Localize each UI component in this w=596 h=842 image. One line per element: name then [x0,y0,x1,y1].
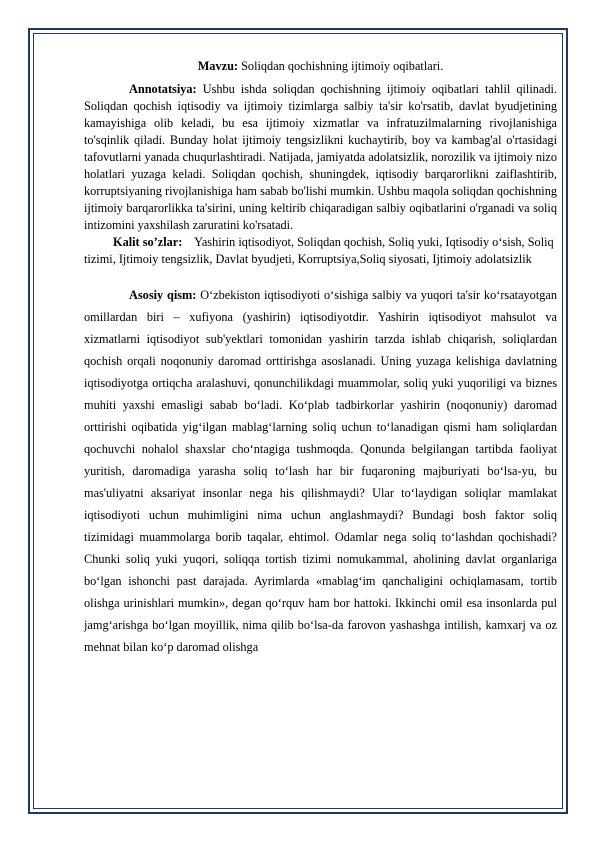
main-paragraph [84,284,557,658]
main-label: Asosiy qism: [129,288,197,302]
keywords-paragraph [84,234,557,268]
title-text: Soliqdan qochishning ijtimoiy oqibatlari. [241,59,444,73]
keywords-text: Yashirin iqtisodiyot, Soliqdan qochish, Soliq yuki, Iqtisodiy o‘sish, Soliq tizimi, Ijtimoiy tengsizlik, Davlat byudjeti, Korruptsiya,Soliq siyosati, Ijtimoiy adolatsizlik [84,235,554,266]
document-title [84,58,557,75]
main-text: O‘zbekiston iqtisodiyoti o‘sishiga salbiy va yuqori ta'sir ko‘rsatayotgan omillardan biri – xufiyona (yashirin) iqtisodiyotdir. Yashirin iqtisodiyot mahsulot va xizmatlarni iqtisodiyot sub'yektlari tomonidan yashirin tarzda ishlab chiqarish, soliqlardan qochish orqali noqonuniy daromad orttirishga asoslanadi. Uning yuzaga kelishiga davlatning iqtisodiyotga ortiqcha aralashuvi, qonunchilikdagi muammolar, soliq yuki yuqoriligi va biznes muhiti yaxshi emasligi sabab bo‘ladi. Ko‘plab tadbirkorlar yashirin (noqonuniy) daromad orttirishi oqibatida yig‘ilgan mablag‘larning soliq uchun to‘lanadigan qismi ham soliqlardan qochuvchi nohalol shaxslar cho‘ntagiga tushmoqda. Qonunda belgilangan tartibda faoliyat yuritish, daromadiga yarasha soliq to‘lash har bir fuqaroning majburiyati bo‘lsa-yu, bu mas'uliyatni aksariyat insonlar nega his qilishmaydi? Ular to‘laydigan soliqlar mamlakat iqtisodiyoti uchun muhimligini nima uchun anglashmaydi? Bundagi bosh faktor soliq tizimidagi muammolarga borib taqalar, ehtimol. Odamlar nega soliq to‘lashdan qochishadi? Chunki soliq yuki yuqori, soliqqa tortish tizimi nomukammal, aholining davlat organlariga bo‘lgan ishonchi past darajada. Ayrimlarda «mablag‘im qanchaligini ochiqlamasam, tortib olishga urinishlari mumkin», degan qo‘rquv ham bor hattoki. Ikkinchi omil esa insonlarda pul jamg‘arishga bo‘lgan moyillik, nima qilib bo‘lsa-da farovon yashashga intilish, kamxarj va oz mehnat bilan ko‘p daromad olishga [84,288,558,654]
abstract-label: Annotatsiya: [129,82,197,96]
abstract-paragraph [84,81,557,234]
document-content [84,58,557,658]
abstract-text: Ushbu ishda soliqdan qochishning ijtimoiy oqibatlari tahlil qilinadi. Soliqdan qochish iqtisodiy va ijtimoiy tizimlarga salbiy ta'sir ko'rsatib, davlat byudjetining kamayishiga olib keladi, bu esa ijtimoiy xizmatlar va infratuzilmalarning rivojlanishiga to'sqinlik qiladi. Bunday holat ijtimoiy tengsizlikni kuchaytirib, boy va kambag'al o'rtasidagi tafovutlarni yanada chuqurlashtiradi. Natijada, jamiyatda adolatsizlik, norozilik va ijtimoiy nizo holatlari yuzaga keladi. Soliqdan qochish, shuningdek, iqtisodiy barqarorlikni zaiflashtirib, korruptsiyaning rivojlanishiga ham sabab bo'lishi mumkin. Ushbu maqola soliqdan qochishning ijtimoiy barqarorlikka ta'sirini, uning keltirib chiqaradigan salbiy oqibatlarini o'rganadi va soliq intizomini yaxshilash zaruratini ko'rsatadi. [84,82,558,232]
keywords-label: Kalit so’zlar: [113,235,183,249]
title-label: Mavzu: [197,59,238,73]
